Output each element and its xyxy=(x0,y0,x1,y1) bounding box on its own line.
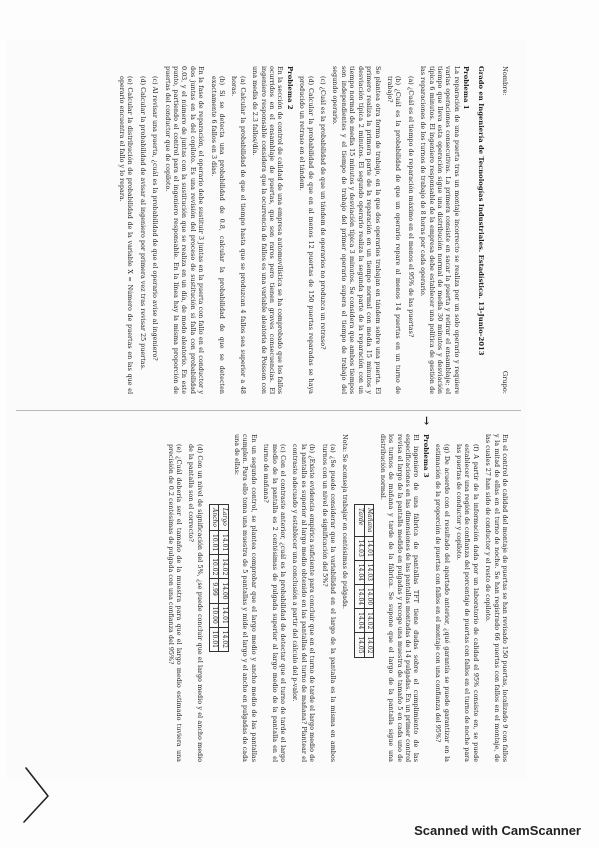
problem-2-item-b: (b) Si se detecta una probabilidad de 0.8, calcular la probabilidad de que se detecten exactamente 6 fallos en 3 días. xyxy=(209,76,227,394)
left-column xyxy=(114,66,509,394)
problem-3-note: Nota: Se aconseja trabajar en centésimas de pulgada. xyxy=(341,434,350,609)
problem-1-title: Problema 1 xyxy=(462,66,471,110)
exam-title: Grado en Ingeniería de Tecnologías Industriales. Estadística. 13-Junio-2013 xyxy=(476,66,485,356)
problem-2-item-f: (f) A partir de la información dada por un laboratorio de calidad el 95% consiste en, se puede establecer una región de confianza del porcentaje de puertas con fallos en el turno de noche para las puertas de conductor y copiloto. xyxy=(454,444,480,762)
problem-2-item-g: (g) De acuerdo con el resultado del apartado anterior, ¿qué garantía se puede garantizar en la estimación de la proporción de puertas con fallos en el montaje con una confianza del 95%? xyxy=(434,444,451,762)
table-row xyxy=(364,505,373,658)
table-row xyxy=(209,505,218,652)
problem-3-item-a: (a) ¿Se puede considerar que la variabilidad en el largo de la pantalla es la misma en ambos turnos con un nivel de significación del 5%? xyxy=(320,444,338,762)
name-label: Nombre: xyxy=(501,66,509,96)
problem-3-item-d: (d) Con un nivel de significación del 5%, ¿se puede concluir que el largo medio y el ancho medio de la pantalla son el correcto? xyxy=(187,444,204,762)
table-row xyxy=(355,505,364,658)
problem-3-intro: El ingeniero de una fábrica de pantallas TFT tiene dudas sobre el cumplimiento de las especificaciones en las dimensiones de las pantallas montadas de 14 pulgadas. En un primer control revisa el largo de la pantalla medido en pulgadas y recoge una muestra de tamaño 5 en cada uno de los turnos de mañana y tarde de la fábrica. Se supone que el largo de la pantalla sigue una distribución normal. xyxy=(378,434,421,762)
table-cell: 10.02 xyxy=(209,555,218,579)
scanner-watermark: Scanned with CamScanner xyxy=(414,823,581,838)
problem-1-item-b: (b) ¿Cuál es la probabilidad de que un operario repare al menos 14 puertas en un turno de trabajo? xyxy=(385,76,403,394)
table-cell: 14.00 xyxy=(364,584,373,608)
table-cell: 14.04 xyxy=(355,584,364,608)
problem-1-para2: Se plantea otra forma de trabajo, en la que dos operarios trabajan en tándem sobre una puerta. El primero realiza la primera parte de la reparación en un tiempo normal con media 15 minutos y desviación típica 2 minutos. El segundo operario realiza la segunda parte de la reparación con un tiempo normal de media 15 minutos y desviación típica 3 minutos. Se considera que ambos tiempos son independientes y el tiempo de trabajo del primer operario supera el tiempo de trabajo del segundo operario. xyxy=(331,66,382,394)
problem-3-item-e: (e) ¿Cuál debería ser el tamaño de la muestra para que el largo medio estimado tuviera una precisión de 0.2 centésimas de pulgada con una confianza del 95%? xyxy=(166,444,183,762)
problem-2-item-e: (e) Calcular la distribución de probabilidad de la variable X = Número de puertas en las que el operario encuentra el fallo y lo repara. xyxy=(117,76,135,394)
table-row xyxy=(219,505,228,652)
column-divider xyxy=(16,410,521,411)
table-cell: 14.04 xyxy=(355,560,364,584)
table-row-label: Mañana xyxy=(364,505,373,537)
table-cell: 10.01 xyxy=(209,531,218,555)
problem-2-item-d: (d) Calcular la probabilidad de avisar al ingeniero por primera vez tras revisar 25 puertas. xyxy=(138,76,147,370)
table-cell: 14.01 xyxy=(219,603,228,627)
problem-3-title: Problema 3 xyxy=(421,434,430,478)
exam-sheet xyxy=(7,40,527,780)
problem-1-item-d: (d) Calcular la probabilidad de que en al menos 12 puertas de 150 puertas reparadas se haya producido un retraso en el tándem. xyxy=(298,76,315,394)
table-cell: 14.01 xyxy=(364,536,373,560)
problem-3-item-b: (b) ¿Existe evidencia empírica suficiente para concluir que en el turno de tarde el largo medio de la pantalla es superior al largo medio obtenido en las pantallas del turno de mañana? Plantear el contraste adecuado y establecer una conclusión a partir del cálculo del p-valor. xyxy=(291,444,317,762)
problem-2-item-a: (a) Calcular la probabilidad de que el tiempo hasta que se produzcan 4 fallos sea superior a 48 horas. xyxy=(230,76,247,394)
table-cell: 10.00 xyxy=(209,603,218,627)
table-cell: 14.05 xyxy=(355,633,364,657)
table-cell: 10.01 xyxy=(209,627,218,651)
table-cell: 14.04 xyxy=(355,609,364,633)
table-cell: 14.02 xyxy=(219,555,228,579)
problem-2-title: Problema 2 xyxy=(285,66,294,110)
exam-header xyxy=(501,66,509,394)
problem-3-item-c: (c) Con el contraste anterior, ¿cuál es la probabilidad de detectar que el turno de tarde el largo medio de la pantalla es 2 centésimas de pulgada superior al largo medio de la pantalla en el turno de mañana? xyxy=(262,444,288,762)
table-cell: 14.00 xyxy=(219,579,228,603)
problem-1-intro: La reparación de una puerta tras un montaje incorrecto se realiza por un solo operario y requiere varias operaciones consecutivas. La primera consiste en sacar la puerta y retirar el ensamblaje; el tiempo que lleva esta operación sigue una distribución normal de media 30 minutos y desviación típica 6 minutos. El ingeniero responsable de la empresa debe establecer una política de gestión de las reparaciones de los turnos de trabajo de 8 horas por cada operario. xyxy=(419,66,461,394)
table-row-label: Ancho xyxy=(209,505,218,531)
handwritten-arrow-icon: → xyxy=(419,416,433,426)
problem-1-item-c: (c) ¿Cuál es la probabilidad de que un tándem de operarios no produzca un retraso? xyxy=(319,76,328,350)
table-cell: 14.02 xyxy=(364,633,373,657)
problem-3-para2: En un segundo control, se plantea comprobar que el largo medio y ancho medio de las pantallas cumplen. Para ello toma una muestra de 5 pantallas y mide el largo y el ancho en pulgadas de cada una de ellas: xyxy=(233,434,258,762)
table-row-label: Tarde xyxy=(355,505,364,537)
table-cell: 14.03 xyxy=(364,560,373,584)
length-width-table xyxy=(209,504,229,652)
table-cell: 14.01 xyxy=(219,531,228,555)
problem-2-para2: En la fase de reparación, el operario debe sustituir 3 juntas en la puerta con fallo en el conductor y dos juntas en la del copiloto. Es una revisión del proceso de sustitución si falla con probabilidad 0.03, y el número de juntas con la sustitución que se realiza en un día, de modo aleatorio. En este punto, partiendo el control para el ingeniero responsable. En la línea hay la misma proporción de puertas del conductor que de copiloto. xyxy=(163,66,206,394)
table-cell: 14.02 xyxy=(364,609,373,633)
shift-length-table xyxy=(355,504,375,658)
problem-2-continued-intro: En el control de calidad del montaje de puertas se han revisado 150 puertas, localizado 9 con fallos y la mitad de ellas en el turno de noche. Se han registrado 66 puertas con fallos en el montaje, de las cuales 27 han sido de conductor y el resto de copiloto. xyxy=(484,434,509,762)
problem-2-item-c: (c) Al revisar una puerta, ¿cuál es la probabilidad de que el operario avise al ingeniero? xyxy=(151,76,160,361)
handwritten-mark-icon xyxy=(18,760,78,830)
problem-3-block xyxy=(419,416,433,762)
problem-1-item-a: (a) ¿Cuál es el tiempo de reparación máximo en el menos el 95% de las puertas? xyxy=(406,76,415,338)
problem-2-intro: En la sección de control de calidad de una empresa automovilística se ha comprobado que los fallos ocurridos en el ensamblaje de puertas, que son raros pero tienen graves consecuencias. El ingeniero responsable considera que la ocurrencia de fallos es una variable aleatoria de Poisson con una media de 2.3 fallos/día. xyxy=(251,66,285,394)
table-cell: 14.03 xyxy=(355,536,364,560)
table-cell: 14.02 xyxy=(219,627,228,651)
group-label: Grupo: xyxy=(501,370,509,394)
right-column xyxy=(162,416,509,762)
table-cell: 9.99 xyxy=(209,579,218,603)
table-row-label: Largo xyxy=(219,505,228,531)
